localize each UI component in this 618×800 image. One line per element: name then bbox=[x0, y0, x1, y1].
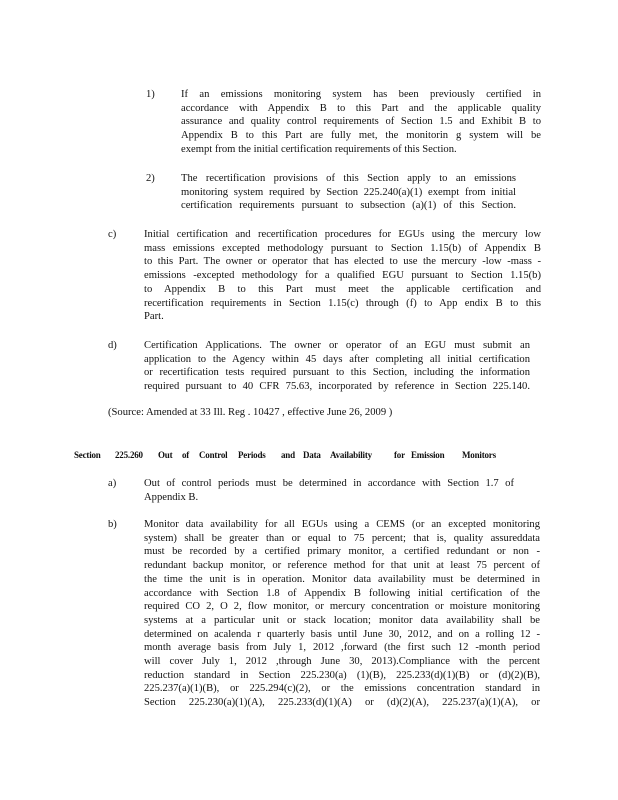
section-label: Section bbox=[74, 450, 101, 460]
text-line: monitoring system required by Section 225.240(a)(1) exempt from initial bbox=[181, 186, 516, 198]
text-line: will cover July 1, 2012 ,through June 30, 2013).Compliance with the percent bbox=[144, 656, 540, 668]
text-line: must be recorded by a certified primary monitor, a certified redundant or non - bbox=[144, 546, 540, 558]
text-line: Certification Applications. The owner or operator of an EGU must submit an bbox=[144, 340, 530, 351]
item-marker: 1) bbox=[146, 89, 155, 100]
text-line: determined on acalenda r quarterly basis until June 30, 2012, and on a rolling 12 - bbox=[144, 628, 540, 640]
text-line: (Source: Amended at 33 Ill. Reg . 10427 , effective June 26, 2009 ) bbox=[108, 407, 393, 418]
item-marker: d) bbox=[108, 340, 117, 351]
item-marker: b) bbox=[108, 519, 117, 530]
text-line: reduction standard in Section 225.230(a) (1)(B), 225.233(d)(1)(B) or (d)(2)(B), bbox=[144, 669, 540, 681]
paragraph-1 bbox=[181, 88, 541, 157]
section-number: 225.260 bbox=[115, 450, 143, 460]
text-line: certification requirements pursuant to subsection (a)(1) of this Section. bbox=[181, 200, 516, 212]
paragraph-2 bbox=[181, 172, 516, 213]
item-marker: 2) bbox=[146, 173, 155, 184]
text-line: systems at a particular unit or stack location; monitor data availability shall be bbox=[144, 614, 540, 626]
text-line: to this Part. The owner or operator that has elected to use the mercury -low -mass - bbox=[144, 256, 541, 268]
item-marker: a) bbox=[108, 478, 117, 489]
section-title-word: Periods bbox=[238, 450, 266, 460]
source-note bbox=[108, 406, 392, 420]
item-marker: c) bbox=[108, 229, 117, 240]
paragraph-a bbox=[144, 477, 514, 504]
section-title-word: Control bbox=[199, 450, 228, 460]
text-line: 225.237(a)(1)(B), or 225.294(c)(2), or the emissions concentration standard in bbox=[144, 683, 540, 695]
text-line: The recertification provisions of this Section apply to an emissions bbox=[181, 173, 516, 184]
text-line: redundant backup monitor, or reference method for that unit at least 75 percent of bbox=[144, 560, 540, 572]
text-line: exempt from the initial certification requirements of this Section. bbox=[181, 143, 457, 155]
text-line: assurance and quality control requirements of Section 1.5 and Exhibit B to bbox=[181, 116, 541, 128]
text-line: Appendix B to this Part are fully met, the monitorin g system will be bbox=[181, 130, 541, 142]
paragraph-b bbox=[144, 518, 540, 710]
section-title-word: Monitors bbox=[462, 450, 496, 460]
text-line: accordance with Section 1.8 of Appendix B following initial certification of the bbox=[144, 587, 540, 599]
text-line: emissions -excepted methodology for a qualified EGU pursuant to Section 1.15(b) bbox=[144, 270, 541, 282]
section-title-word: for bbox=[394, 450, 405, 460]
text-line: Monitor data availability for all EGUs using a CEMS (or an excepted monitoring bbox=[144, 519, 540, 530]
text-line: required CO 2, O 2, flow monitor, or mercury concentration or moisture monitoring bbox=[144, 601, 540, 613]
text-line: Appendix B. bbox=[144, 491, 199, 503]
text-line: Section 225.230(a)(1)(A), 225.233(d)(1)(A) or (d)(2)(A), 225.237(a)(1)(A), or bbox=[144, 697, 540, 709]
text-line: Out of control periods must be determined in accordance with Section 1.7 of bbox=[144, 478, 514, 489]
text-line: recertification requirements in Section 1.15(c) through (f) to App endix B to this bbox=[144, 297, 541, 309]
text-line: Initial certification and recertification procedures for EGUs using the mercury low bbox=[144, 229, 541, 240]
text-line: accordance with Appendix B to this Part and the applicable quality bbox=[181, 102, 541, 114]
text-line: mass emissions excepted methodology pursuant to Section 1.15(b) of Appendix B bbox=[144, 242, 541, 254]
paragraph-c bbox=[144, 228, 541, 324]
text-line: the time the unit is in operation. Monitor data availability must be determined in bbox=[144, 573, 540, 585]
paragraph-d bbox=[144, 339, 530, 394]
text-line: system) shall be greater than or equal to 75 percent; that is, quality assureddata bbox=[144, 532, 540, 544]
section-title-word: Emission bbox=[411, 450, 445, 460]
text-line: required pursuant to 40 CFR 75.63, incorporated by reference in Section 225.140. bbox=[144, 381, 530, 393]
section-title-word: Out bbox=[158, 450, 173, 460]
text-line: or recertification tests required pursuant to this Section, including the information bbox=[144, 367, 530, 379]
section-title-word: Data bbox=[303, 450, 321, 460]
text-line: application to the Agency within 45 days after completing all initial certification bbox=[144, 353, 530, 365]
section-title-word: of bbox=[182, 450, 190, 460]
text-line: Part. bbox=[144, 311, 164, 323]
section-title-word: and bbox=[281, 450, 295, 460]
text-line: month average basis from July 1, 2012 ,forward (the first such 12 -month period bbox=[144, 642, 540, 654]
text-line: If an emissions monitoring system has been previously certified in bbox=[181, 89, 541, 100]
text-line: to Appendix B to this Part must meet the applicable certification and bbox=[144, 283, 541, 295]
section-title-word: Availability bbox=[330, 450, 372, 460]
